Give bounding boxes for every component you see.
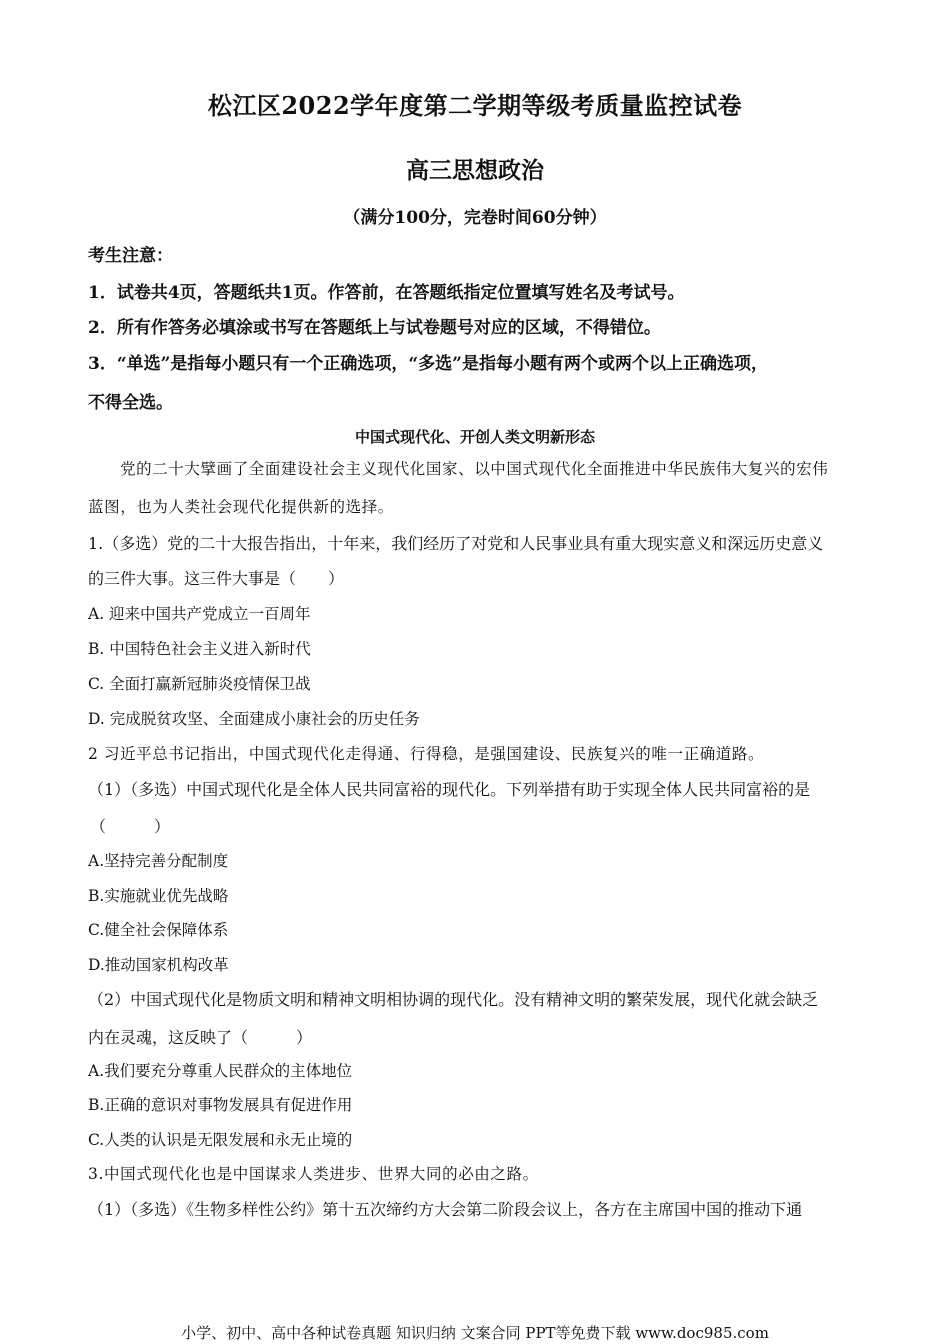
question-1-option-a: A. 迎来中国共产党成立一百周年 (88, 605, 311, 623)
question-2-1-option-c: C.健全社会保障体系 (88, 921, 229, 939)
question-2-2-option-b: B.正确的意识对事物发展具有促进作用 (88, 1096, 353, 1114)
question-2-2-stem: （2）中国式现代化是物质文明和精神文明相协调的现代化。没有精神文明的繁荣发展，现代化就会缺乏 (88, 990, 819, 1009)
question-3-stem: 3.中国式现代化也是中国谋求人类进步、世界大同的必由之路。 (88, 1165, 539, 1183)
question-1-stem: 1.（多选）党的二十大报告指出，十年来，我们经历了对党和人民事业具有重大现实意义和深远历史意义 (88, 534, 824, 553)
question-2-2-stem: 内在灵魂，这反映了（ ） (88, 1028, 313, 1047)
question-2-2-option-c: C.人类的认识是无限发展和永无止境的 (88, 1131, 353, 1149)
notice-heading: 考生注意： (88, 246, 173, 266)
page-footer: 小学、初中、高中各种试卷真题 知识归纳 文案合同 PPT等免费下载 www.doc985.com (181, 1324, 769, 1342)
question-1-stem: 的三件大事。这三件大事是（ ） (88, 569, 345, 588)
question-2-1-stem: （1）（多选）中国式现代化是全体人民共同富裕的现代化。下列举措有助于实现全体人民共同富裕的是 (88, 780, 811, 799)
section-title: 中国式现代化、开创人类文明新形态 (354, 428, 595, 446)
question-3-1-stem: （1）（多选）《生物多样性公约》第十五次缔约方大会第二阶段会议上，各方在主席国中国的推动下通 (88, 1200, 803, 1219)
question-1-option-b: B. 中国特色社会主义进入新时代 (88, 640, 311, 658)
question-1-option-d: D. 完成脱贫攻坚、全面建成小康社会的历史任务 (88, 710, 420, 728)
notice-item: 1．试卷共4页，答题纸共1页。作答前，在答题纸指定位置填写姓名及考试号。 (88, 283, 685, 303)
question-2-1-option-b: B.实施就业优先战略 (88, 887, 229, 905)
question-2-1-option-a: A.坚持完善分配制度 (88, 852, 229, 870)
notice-item: 3．“单选”是指每小题只有一个正确选项，“多选”是指每小题有两个或两个以上正确选项， (88, 354, 768, 374)
exam-title: 松江区2022学年度第二学期等级考质量监控试卷 (207, 91, 743, 120)
question-2-1-option-d: D.推动国家机构改革 (88, 956, 229, 974)
subject-title: 高三思想政治 (406, 157, 544, 184)
question-2-2-option-a: A.我们要充分尊重人民群众的主体地位 (88, 1062, 353, 1080)
question-2-stem: 2 习近平总书记指出，中国式现代化走得通、行得稳，是强国建设、民族复兴的唯一正确道路。 (88, 745, 765, 763)
section-intro: 党的二十大擘画了全面建设社会主义现代化国家、以中国式现代化全面推进中华民族伟大复兴的宏伟 (120, 460, 829, 478)
section-intro: 蓝图，也为人类社会现代化提供新的选择。 (88, 498, 394, 516)
notice-item: 2．所有作答务必填涂或书写在答题纸上与试卷题号对应的区域，不得错位。 (88, 318, 661, 338)
notice-item: 不得全选。 (88, 393, 173, 413)
exam-info: （满分100分，完卷时间60分钟） (343, 208, 607, 228)
question-2-1-stem: （ ） (90, 817, 171, 836)
question-1-option-c: C. 全面打赢新冠肺炎疫情保卫战 (88, 675, 311, 693)
